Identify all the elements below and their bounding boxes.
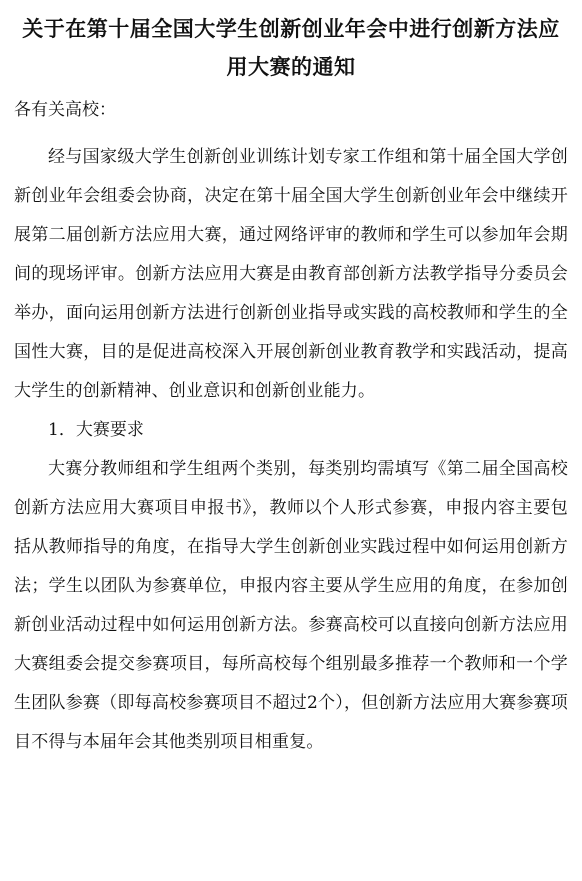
title-line-2: 用大赛的通知	[226, 55, 356, 79]
requirements-paragraph: 大赛分教师组和学生组两个类别，每类别均需填写《第二届全国高校创新方法应用大赛项目申报书》，教师以个人形式参赛，申报内容主要包括从教师指导的角度，在指导大学生创新创业实践过程中如何运用创新方法；学生以团队为参赛单位，申报内容主要从学生应用的角度，在参加创新创业活动过程中如何运用创新方法。参赛高校可以直接向创新方法应用大赛组委会提交参赛项目，每所高校每个组别最多推荐一个教师和一个学生团队参赛（即每高校参赛项目不超过2个），但创新方法应用大赛参赛项目不得与本届年会其他类别项目相重复。	[14, 459, 568, 752]
section-heading-requirements: 1．大赛要求	[48, 420, 144, 440]
document-title	[14, 10, 568, 86]
title-line-1: 关于在第十届全国大学生创新创业年会中进行创新方法应	[22, 17, 560, 41]
intro-paragraph: 经与国家级大学生创新创业训练计划专家工作组和第十届全国大学创新创业年会组委会协商，决定在第十届全国大学生创新创业年会中继续开展第二届创新方法应用大赛，通过网络评审的教师和学生可以参加年会期间的现场评审。创新方法应用大赛是由教育部创新方法教学指导分委员会举办，面向运用创新方法进行创新创业指导或实践的高校教师和学生的全国性大赛，目的是促进高校深入开展创新创业教育教学和实践活动，提高大学生的创新精神、创业意识和创新创业能力。	[14, 147, 568, 401]
salutation: 各有关高校：	[14, 100, 116, 120]
